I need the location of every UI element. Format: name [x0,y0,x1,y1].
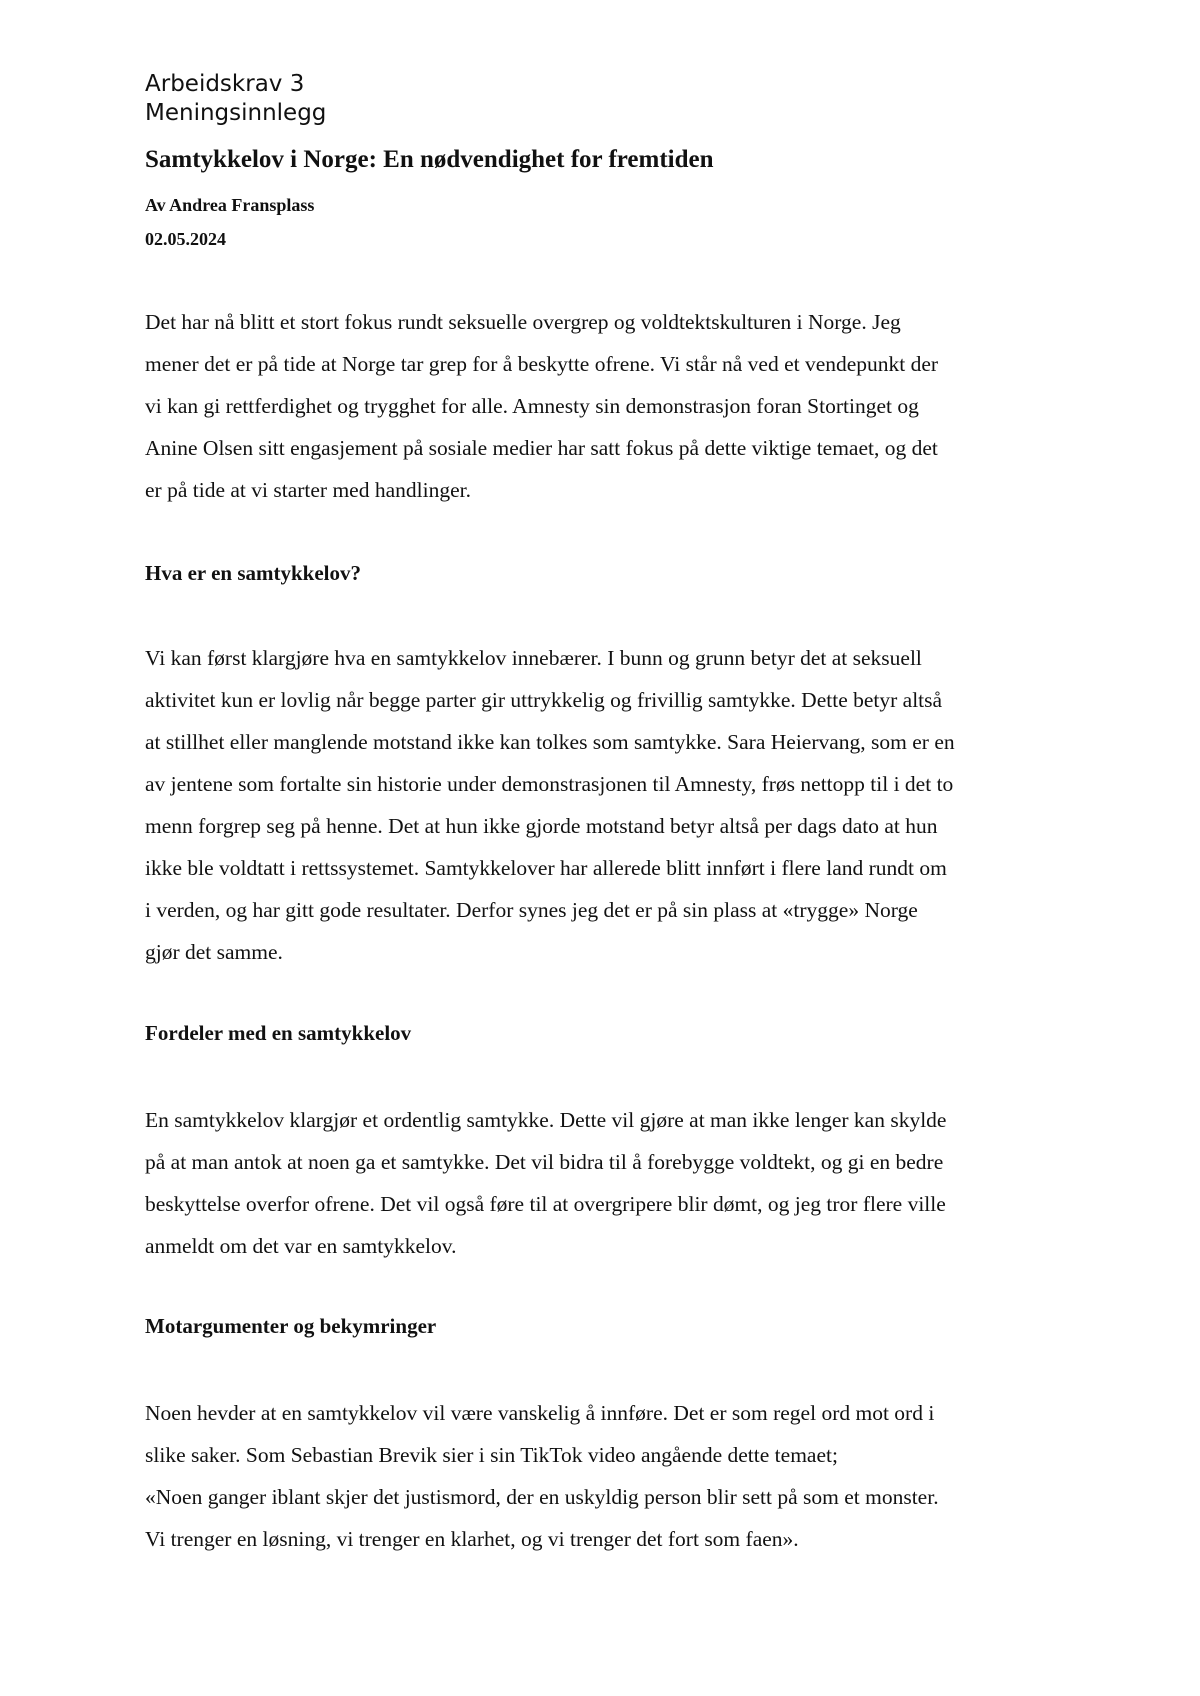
paragraph-line: gjør det samme. [145,940,283,964]
paragraph-line: ikke ble voldtatt i rettssystemet. Samtykkelover har allerede blitt innført i flere land rundt om [145,856,947,880]
document-header [145,70,326,128]
paragraph-line: på at man antok at noen ga et samtykke. Det vil bidra til å forebygge voldtekt, og gi en bedre [145,1150,944,1174]
section-heading-what-is: Hva er en samtykkelov? [145,561,362,585]
paragraph-line: Anine Olsen sitt engasjement på sosiale medier har satt fokus på dette viktige temaet, og det [145,436,938,460]
quote-line: «Noen ganger iblant skjer det justismord, der en uskyldig person blir sett på som et monster. [145,1485,939,1509]
paragraph-line: Det har nå blitt et stort fokus rundt seksuelle overgrep og voldtektskulturen i Norge. Jeg [145,310,901,334]
paragraph-line: Vi kan først klargjøre hva en samtykkelov innebærer. I bunn og grunn betyr det at seksuell [145,646,922,670]
section-heading-benefits: Fordeler med en samtykkelov [145,1021,412,1045]
author-byline: Av Andrea Fransplass [145,195,315,215]
quote-line: Vi trenger en løsning, vi trenger en klarhet, og vi trenger det fort som faen». [145,1527,799,1551]
paragraph-line: er på tide at vi starter med handlinger. [145,478,471,502]
paragraph-line: anmeldt om det var en samtykkelov. [145,1234,457,1258]
publish-date: 02.05.2024 [145,229,226,249]
paragraph-line: aktivitet kun er lovlig når begge parter gir uttrykkelig og frivillig samtykke. Dette betyr altså [145,688,943,712]
paragraph-line: Noen hevder at en samtykkelov vil være vanskelig å innføre. Det er som regel ord mot ord i [145,1401,935,1425]
paragraph-line: En samtykkelov klargjør et ordentlig samtykke. Dette vil gjøre at man ikke lenger kan skylde [145,1108,947,1132]
section-paragraph-benefits [145,1099,1075,1267]
section-heading-counterarguments: Motargumenter og bekymringer [145,1314,437,1338]
intro-paragraph [145,301,1075,511]
paragraph-line: mener det er på tide at Norge tar grep for å beskytte ofrene. Vi står nå ved et vendepunkt der [145,352,939,376]
paragraph-line: at stillhet eller manglende motstand ikke kan tolkes som samtykke. Sara Heiervang, som er en [145,730,955,754]
section-paragraph-what-is [145,637,1075,973]
paragraph-line: av jentene som fortalte sin historie under demonstrasjonen til Amnesty, frøs nettopp til i det to [145,772,954,796]
article-title: Samtykkelov i Norge: En nødvendighet for fremtiden [145,146,714,173]
assignment-label: Arbeidskrav 3 [145,71,305,97]
paragraph-line: i verden, og har gitt gode resultater. Derfor synes jeg det er på sin plass at «trygge» Norge [145,898,918,922]
paragraph-line: slike saker. Som Sebastian Brevik sier i sin TikTok video angående dette temaet; [145,1443,838,1467]
genre-label: Meningsinnlegg [145,100,327,126]
section-paragraph-counterarguments [145,1392,1075,1560]
paragraph-line: beskyttelse overfor ofrene. Det vil også føre til at overgripere blir dømt, og jeg tror flere ville [145,1192,946,1216]
paragraph-line: vi kan gi rettferdighet og trygghet for alle. Amnesty sin demonstrasjon foran Stortinget og [145,394,919,418]
paragraph-line: menn forgrep seg på henne. Det at hun ikke gjorde motstand betyr altså per dags dato at hun [145,814,938,838]
